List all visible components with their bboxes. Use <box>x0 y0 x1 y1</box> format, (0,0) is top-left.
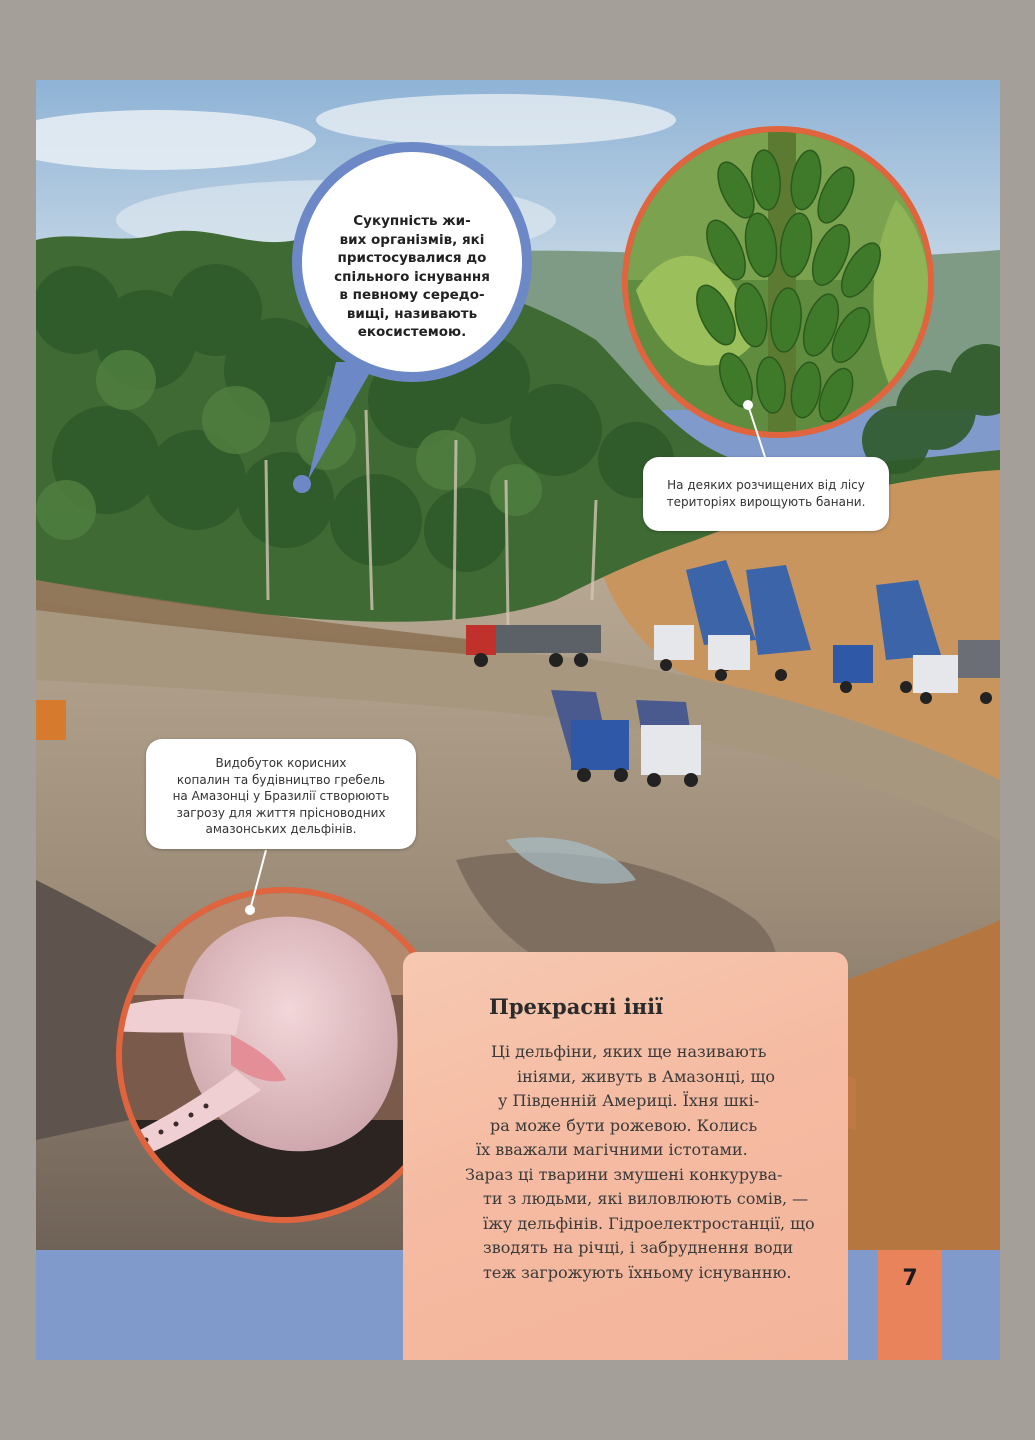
definition-line: Сукупність жи- <box>353 213 471 229</box>
article-line: Ці дельфіни, яких ще називають <box>491 1042 767 1061</box>
caption-line: територіях вирощують банани. <box>666 494 866 509</box>
definition-line: спільного існування <box>334 268 490 285</box>
article-line: теж загрожують їхньому існуванню. <box>483 1262 792 1282</box>
caption-line: копалин та будівництво гребель <box>176 772 386 787</box>
article-line: Зараз ці тварини змушені конкурува- <box>465 1164 783 1184</box>
definition-bubble <box>292 142 532 382</box>
page-number-box <box>878 1250 942 1360</box>
caption-line: загрозу для життя прісноводних <box>176 805 386 820</box>
definition-line: в певному середо- <box>339 287 485 303</box>
caption-line: На деяких розчищених від лісу <box>667 478 865 492</box>
dolphin-caption <box>146 739 416 849</box>
banana-caption <box>643 457 889 531</box>
article-body <box>403 1040 848 1285</box>
article-title: Прекрасні інії <box>489 994 664 1019</box>
article-line: зводять на річці, і забруднення води <box>483 1238 794 1257</box>
definition-line: пристосувалися до <box>337 250 487 266</box>
article-line: ра може бути рожевою. Колись <box>490 1115 758 1135</box>
page-number: 7 <box>902 1266 918 1291</box>
article-line: їжу дельфінів. Гідроелектростанції, що <box>483 1213 815 1233</box>
article-line: ініями, живуть в Амазонці, що <box>517 1066 776 1086</box>
caption-line: на Амазонці у Бразилії створюють <box>172 789 390 803</box>
definition-line: вищі, називають <box>346 305 478 322</box>
caption-line: Видобуток корисних <box>215 756 347 770</box>
article-line: у Південній Америці. Їхня шкі- <box>498 1091 760 1110</box>
definition-line: вих організмів, які <box>339 231 485 248</box>
article-line: ти з людьми, які виловлюють сомів, — <box>483 1189 809 1208</box>
definition-line: екосистемою. <box>357 324 467 340</box>
article-panel <box>403 952 848 1360</box>
book-page <box>36 80 1000 1360</box>
definition-text <box>302 212 522 342</box>
footer-band-left <box>36 1250 406 1360</box>
caption-line: амазонських дельфінів. <box>205 822 357 836</box>
article-line: їх вважали магічними істотами. <box>476 1140 748 1159</box>
